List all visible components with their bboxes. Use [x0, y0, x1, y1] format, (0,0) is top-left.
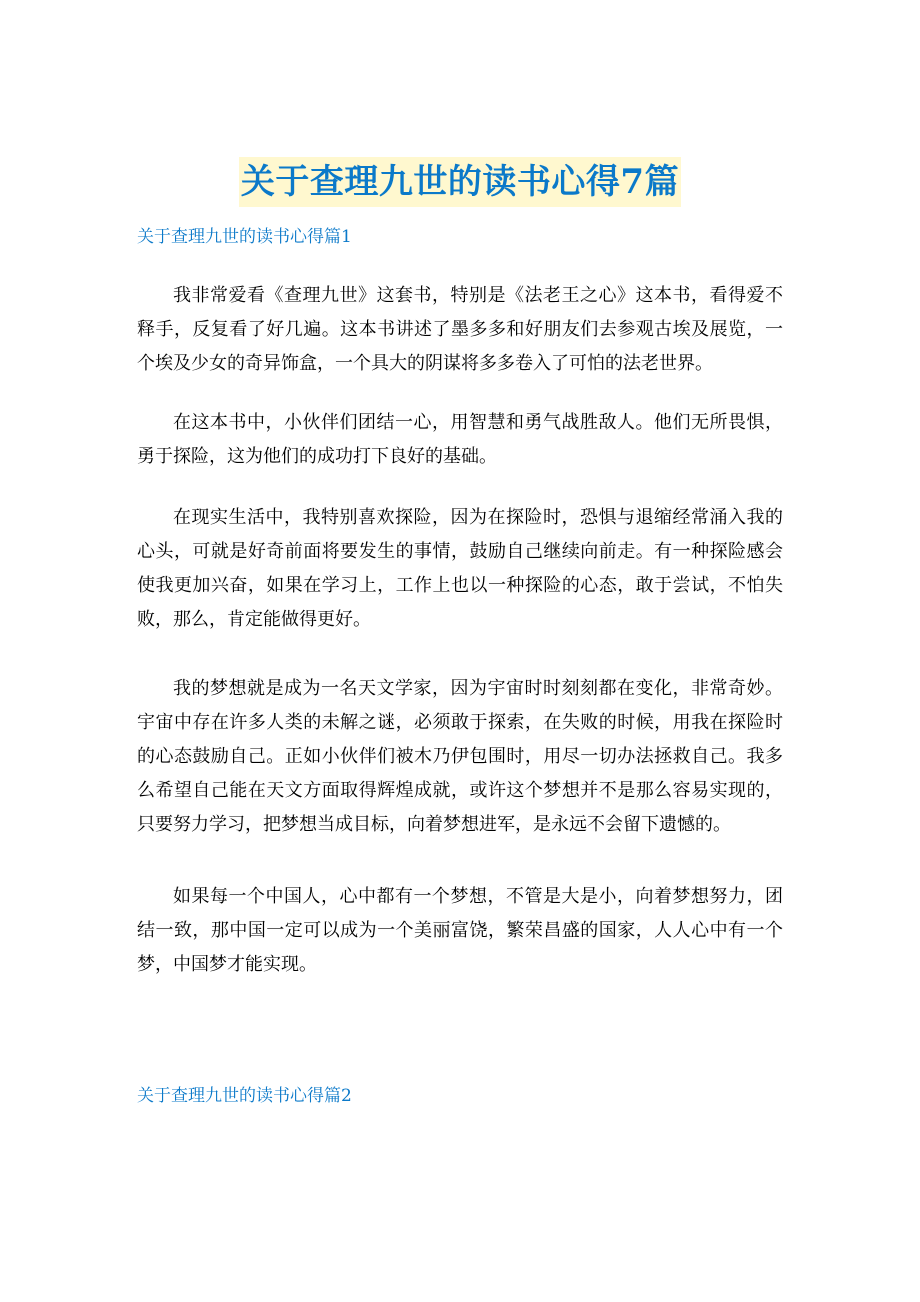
title-container: [0, 134, 920, 230]
document-title: 关于查理九世的读书心得7篇: [239, 157, 681, 207]
body-paragraph: 在现实生活中，我特别喜欢探险，因为在探险时，恐惧与退缩经常涌入我的心头，可就是好奇前面将要发生的事情，鼓励自己继续向前走。有一种探险感会使我更加兴奋，如果在学习上，工作上也以一种探险的心态，敢于尝试，不怕失败，那么，肯定能做得更好。: [137, 507, 783, 630]
section-heading-2: 关于查理九世的读书心得篇2: [137, 1086, 352, 1106]
body-paragraph: 我非常爱看《查理九世》这套书，特别是《法老王之心》这本书，看得爱不释手，反复看了好几遍。这本书讲述了墨多多和好朋友们去参观古埃及展览，一个埃及少女的奇异饰盒，一个具大的阴谋将多多卷入了可怕的法老世界。: [137, 285, 783, 374]
body-paragraph: 我的梦想就是成为一名天文学家，因为宇宙时时刻刻都在变化，非常奇妙。宇宙中存在许多人类的未解之谜，必须敢于探索，在失败的时候，用我在探险时的心态鼓励自己。正如小伙伴们被木乃伊包围时，用尽一切办法拯救自己。我多么希望自己能在天文方面取得辉煌成就，或许这个梦想并不是那么容易实现的，只要努力学习，把梦想当成目标，向着梦想进军，是永远不会留下遗憾的。: [137, 678, 783, 835]
body-paragraph: 在这本书中，小伙伴们团结一心，用智慧和勇气战胜敌人。他们无所畏惧，勇于探险，这为他们的成功打下良好的基础。: [137, 412, 783, 467]
body-paragraph: 如果每一个中国人，心中都有一个梦想，不管是大是小，向着梦想努力，团结一致，那中国一定可以成为一个美丽富饶，繁荣昌盛的国家，人人心中有一个梦，中国梦才能实现。: [137, 886, 783, 975]
section-heading-1: 关于查理九世的读书心得篇1: [137, 227, 352, 247]
